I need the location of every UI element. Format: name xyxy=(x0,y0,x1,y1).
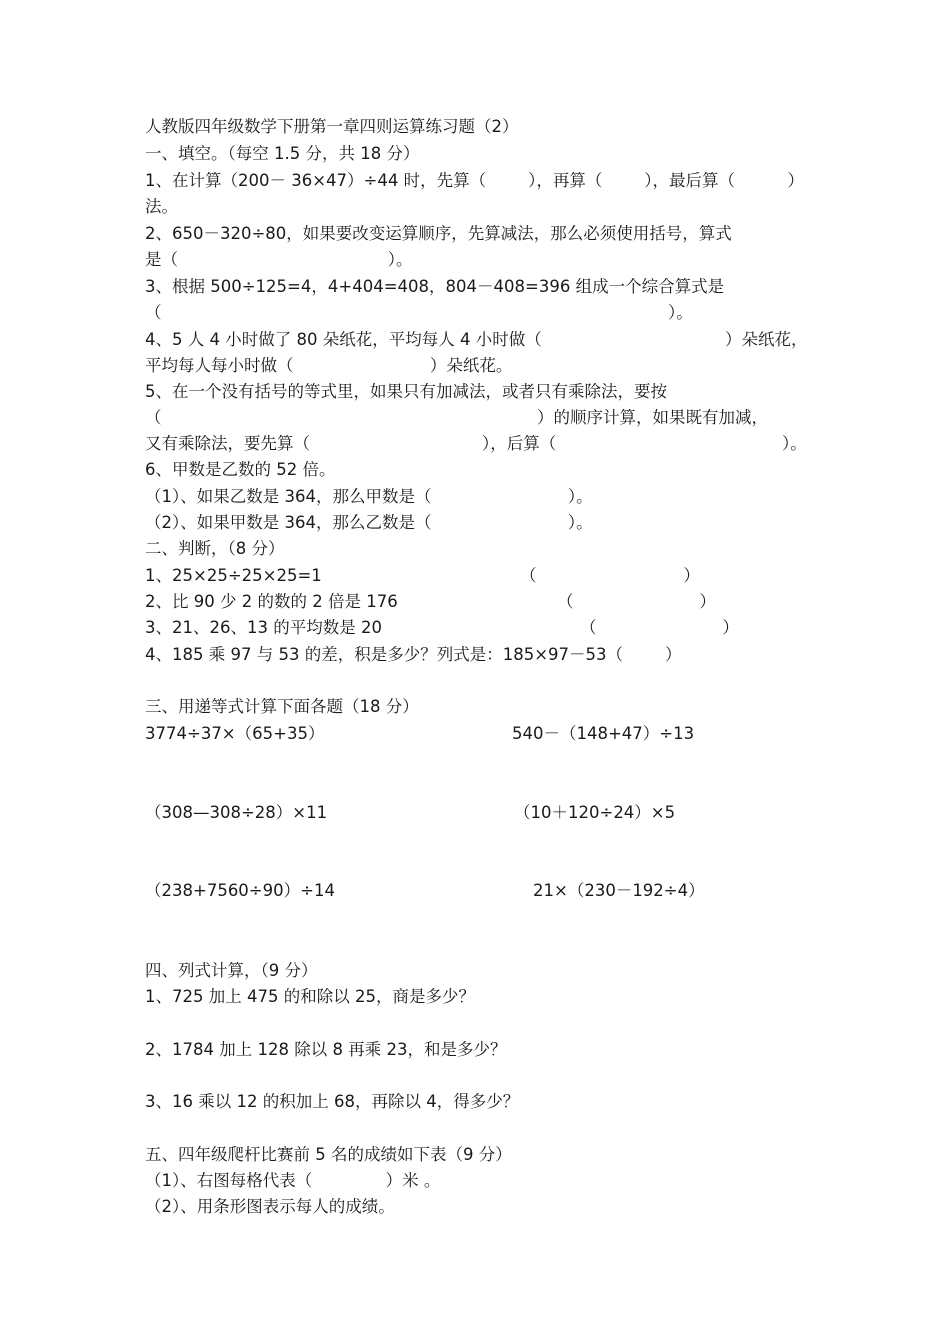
question-2-line-2: 是（ ）。 xyxy=(145,250,413,269)
question-6: 6、甲数是乙数的 52 倍。 xyxy=(145,460,336,479)
question-2-line-1: 2、650－320÷80，如果要改变运算顺序，先算减法，那么必须使用括号，算式 xyxy=(145,224,732,243)
judge-item-2-paren: （ ） xyxy=(557,592,716,611)
judge-item-1-text: 1、25×25÷25×25=1 xyxy=(145,566,322,585)
judge-item-2-text: 2、比 90 少 2 的数的 2 倍是 176 xyxy=(145,592,398,611)
question-5-line-3-right: ）。 xyxy=(782,434,807,453)
expression-3: （308—308÷28）×11 xyxy=(145,803,328,822)
judge-item-3-paren: （ ） xyxy=(580,618,739,637)
section-3-heading: 三、用递等式计算下面各题（18 分） xyxy=(145,697,419,716)
expression-4: （10＋120÷24）×5 xyxy=(514,803,676,822)
judge-item-3-text: 3、21、26、13 的平均数是 20 xyxy=(145,618,382,637)
judge-item-1-paren: （ ） xyxy=(520,566,700,585)
question-6-part-2: （2）、如果甲数是 364，那么乙数是（ ）。 xyxy=(145,513,593,532)
question-5-line-3-mid: ），后算（ xyxy=(482,434,557,453)
question-1-line-1: 1、在计算（200－ 36×47）÷44 时，先算（ ），再算（ ），最后算（ ） xyxy=(145,171,804,190)
section-5-question-1: （1）、右图每格代表（ ）米 。 xyxy=(145,1171,441,1190)
worksheet-title: 人教版四年级数学下册第一章四则运算练习题（2） xyxy=(145,117,519,136)
question-3-line-1: 3、根据 500÷125=4，4+404=408，804－408=396 组成一个综合算式是 xyxy=(145,277,725,296)
question-4-line-1-left: 4、5 人 4 小时做了 80 朵纸花，平均每人 4 小时做（ xyxy=(145,330,542,349)
expression-1: 3774÷37×（65+35） xyxy=(145,724,325,743)
question-5-line-1: 5、在一个没有括号的等式里，如果只有加减法，或者只有乘除法，要按 xyxy=(145,382,667,401)
question-6-part-1: （1）、如果乙数是 364，那么甲数是（ ）。 xyxy=(145,487,593,506)
question-3-open-paren: （ xyxy=(145,303,162,322)
expression-5: （238+7560÷90）÷14 xyxy=(145,881,335,900)
judge-item-4: 4、185 乘 97 与 53 的差，积是多少？列式是：185×97－53（ ） xyxy=(145,645,682,664)
question-4-line-2: 平均每人每小时做（ ）朵纸花。 xyxy=(145,356,513,375)
section-2-heading: 二、判断，（8 分） xyxy=(145,539,285,558)
word-problem-2: 2、1784 加上 128 除以 8 再乘 23，和是多少？ xyxy=(145,1040,507,1059)
question-5-line-2-rest: ）的顺序计算，如果既有加减， xyxy=(537,408,768,427)
section-1-heading: 一、填空。（每空 1.5 分，共 18 分） xyxy=(145,144,420,163)
section-5-heading: 五、四年级爬杆比赛前 5 名的成绩如下表（9 分） xyxy=(145,1145,512,1164)
question-3-close-paren: ）。 xyxy=(668,303,693,322)
expression-2: 540－（148+47）÷13 xyxy=(512,724,695,743)
question-1-line-2: 法。 xyxy=(145,197,178,216)
section-4-heading: 四、列式计算，（9 分） xyxy=(145,961,318,980)
section-5-question-2: （2）、用条形图表示每人的成绩。 xyxy=(145,1197,395,1216)
question-5-open-paren: （ xyxy=(145,408,162,427)
question-4-line-1-right: ）朵纸花， xyxy=(725,330,808,349)
word-problem-1: 1、725 加上 475 的和除以 25，商是多少？ xyxy=(145,987,475,1006)
question-5-line-3-left: 又有乘除法，要先算（ xyxy=(145,434,310,453)
expression-6: 21×（230－192÷4） xyxy=(533,881,705,900)
word-problem-3: 3、16 乘以 12 的积加上 68，再除以 4，得多少？ xyxy=(145,1092,520,1111)
